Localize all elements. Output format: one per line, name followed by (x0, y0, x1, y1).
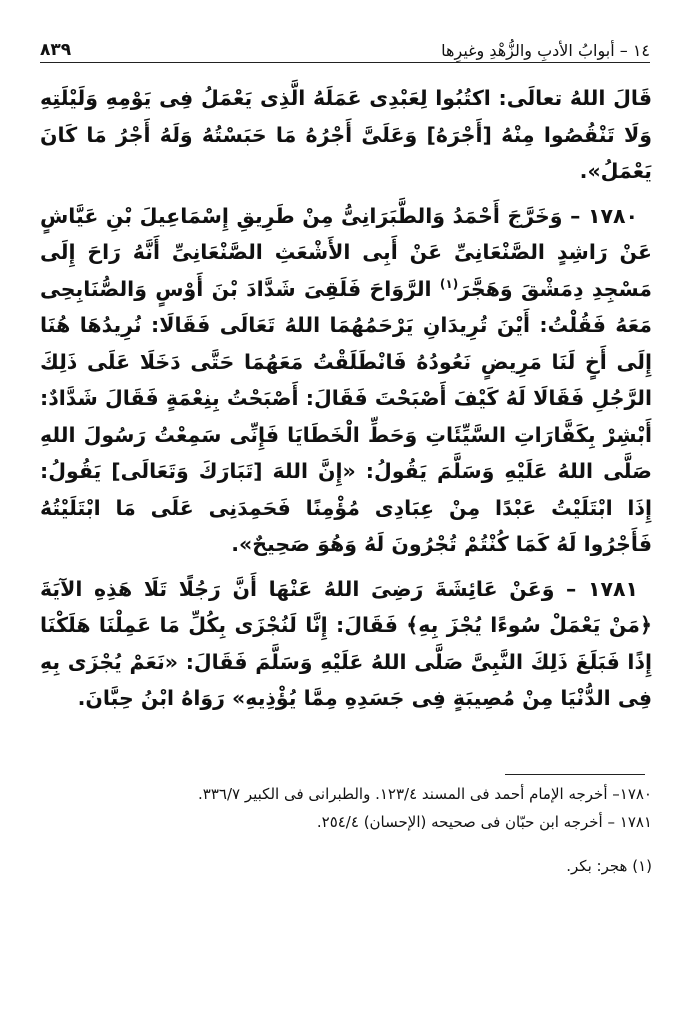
footnote-1781: ١٧٨١ – أخرجه ابن حبّان فى صحيحه (الإحسان) ٢٥٤/٤. (316, 813, 652, 831)
footnote-gap (40, 836, 652, 852)
footnote-separator (505, 774, 645, 775)
hadith-1780 (40, 198, 652, 563)
main-text (40, 80, 652, 725)
footnote-note-1: (١) هجر: بكر. (566, 857, 652, 875)
chapter-title: ١٤ – أبوابُ الأدبِ والزُّهْدِ وغيرِها (441, 41, 650, 60)
running-header (40, 30, 650, 63)
footnote-marker: (١) (439, 276, 459, 291)
hadith-1780-text-b: الرَّوَاحَ فَلَقِىَ شَدَّادَ بْنَ أَوْسٍ وَالصُّنَابِحِى مَعَهُ فَقُلْتُ: أَيْنَ تُرِيدَانِ يَرْحَمُهُمَا اللهُ تَعَالَى فَقَالَا: نُرِيدُهَا هُنَا إِلَى أَخٍ لَنَا مَرِيضٍ نَعُودُهُ فَانْطَلَقْتُ مَعَهُمَا حَتَّى دَخَلَا عَلَى ذَلِكَ الرَّجُلِ فَقَالَا لَهُ كَيْفَ أَصْبَحْتَ فَقَالَ: أَصْبَحْتُ بِنِعْمَةٍ فَقَالَ شَدَّادٌ: أَبْشِرْ بِكَفَّارَاتِ السَّيِّئَاتِ وَحَطِّ الْخَطَايَا فَإِنِّى سَمِعْتُ رَسُولَ اللهِ صَلَّى اللهُ عَلَيْهِ وَسَلَّمَ يَقُولُ: «إِنَّ اللهَ [تَبَارَكَ وَتَعَالَى] يَقُولُ: إِذَا ابْتَلَيْتُ عَبْدًا مِنْ عِبَادِى مُؤْمِنًا فَحَمِدَنِى عَلَى مَا ابْتَلَيْتُهُ فَأَجْرُوا لَهُ كَمَا كُنْتُمْ تُجْرُونَ لَهُ وَهُوَ صَحِيحٌ». (40, 276, 652, 556)
paragraph-continuation: قَالَ اللهُ تعالَى: اكتُبُوا لِعَبْدِى عَمَلَهُ الَّذِى يَعْمَلُ فِى يَوْمِهِ وَلَيْلَتِهِ وَلَا تَنْقُصُوا مِنْهُ [أَجْرَهُ] وَعَلَىَّ أَجْرُهُ مَا حَبَسْتُهُ وَلَهُ أَجْرُ مَا كَانَ يَعْمَلُ». (40, 86, 652, 183)
hadith-1780-text-a: ١٧٨٠ – وَخَرَّجَ أَحْمَدُ وَالطَّبَرَانِىُّ مِنْ طَرِيقِ إِسْمَاعِيلَ بْنِ عَيَّاشٍ عَنْ رَاشِدٍ الصَّنْعَانِىِّ عَنْ أَبِى الأَشْعَثِ الصَّنْعَانِىِّ أَنَّهُ رَاحَ إِلَى مَسْجِدِ دِمَشْقَ وَهَجَّرَ (40, 203, 652, 301)
page-number: ٨٣٩ (40, 40, 72, 60)
footnote-1780: ١٧٨٠– أخرجه الإمام أحمد فى المسند ١٢٣/٤. والطبرانى فى الكبير ٣٣٦/٧. (198, 785, 652, 803)
footnotes (40, 780, 652, 880)
hadith-1781: ١٧٨١ – وَعَنْ عَائِشَةَ رَضِىَ اللهُ عَنْهَا أَنَّ رَجُلًا تَلَا هَذِهِ الآيَةَ ﴿مَنْ يَعْمَلْ سُوءًا يُجْزَ بِهِ﴾ فَقَالَ: إِنَّا لَنُجْزَى بِكُلِّ مَا عَمِلْنَا هَلَكْنَا إِذًا فَبَلَغَ ذَلِكَ النَّبِىَّ صَلَّى اللهُ عَلَيْهِ وَسَلَّمَ فَقَالَ: «نَعَمْ يُجْزَى بِهِ فِى الدُّنْيَا مِنْ مُصِيبَةٍ فِى جَسَدِهِ مِمَّا يُؤْذِيهِ» رَوَاهُ ابْنُ حِبَّانَ. (40, 576, 652, 710)
